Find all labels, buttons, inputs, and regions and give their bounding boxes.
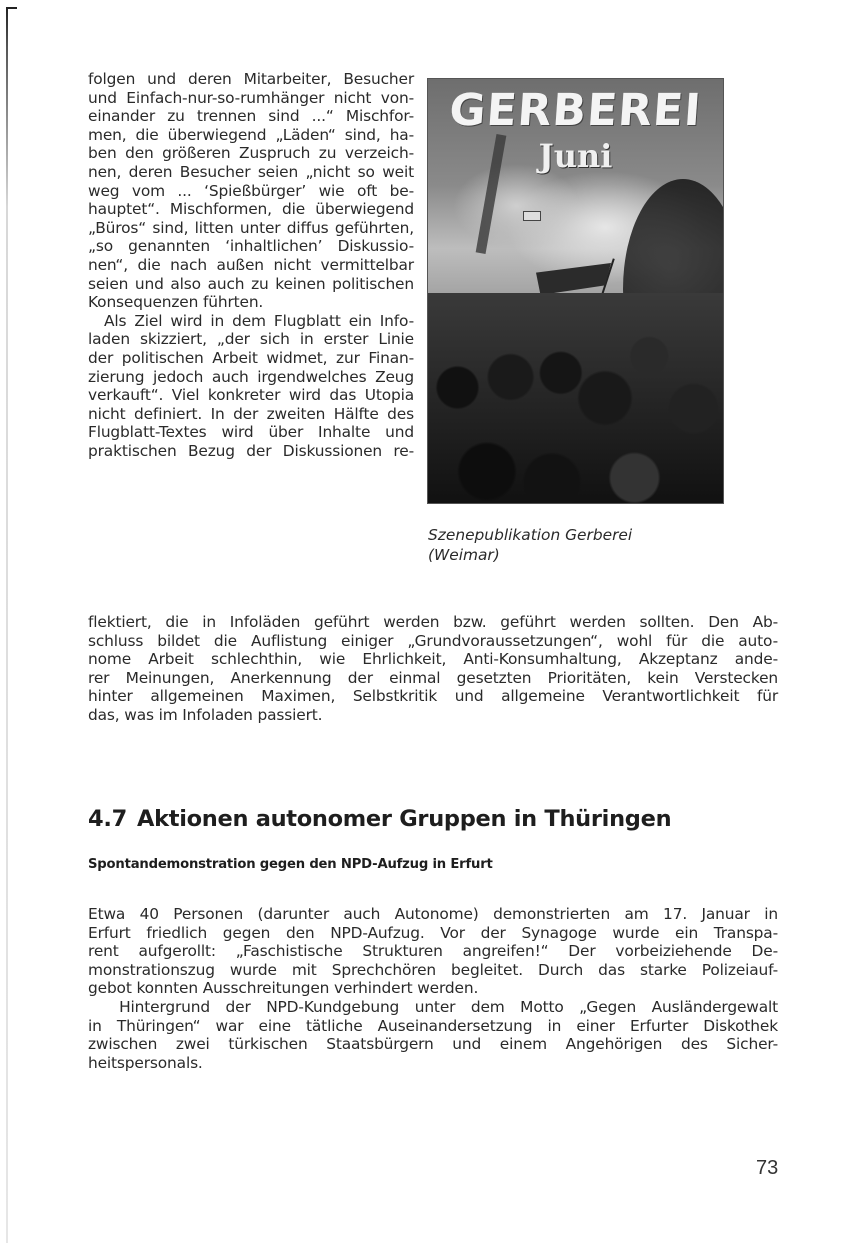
section-title: Aktionen autonomer Gruppen in Thüringen [136, 806, 672, 832]
crop-mark-vertical [6, 7, 8, 1243]
text-line: der politischen Arbeit widmet, zur Finan- [88, 348, 414, 367]
text-line: nome Arbeit schlechthin, wie Ehrlichkeit, Anti-Konsumhaltung, Akzeptanz ande- [88, 650, 778, 669]
text-line: hinter allgemeinen Maximen, Selbstkritik und allgemeine Verantwortlichkeit für [88, 687, 778, 706]
full-width-paragraph [88, 613, 778, 725]
cover-subtitle: Juni [538, 137, 613, 175]
text-line: ben den größeren Zuspruch zu verzeich- [88, 144, 414, 163]
text-line: rer Meinungen, Anerkennung der einmal gesetzten Prioritäten, kein Verstecken [88, 668, 778, 687]
left-text-column [88, 70, 414, 460]
text-line: nen“, die nach außen nicht vermittelbar [88, 255, 414, 274]
caption-line: Szenepublikation Gerberei [428, 526, 633, 544]
text-line: seien und also auch zu keinen politischen [88, 274, 414, 293]
text-line: in Thüringen“ war eine tätliche Auseinandersetzung in einer Erfurter Diskothek [88, 1016, 778, 1035]
text-line: nicht definiert. In der zweiten Hälfte des [88, 404, 414, 423]
text-line: Konsequenzen führten. [88, 293, 264, 312]
section-number: 4.7 [88, 806, 127, 832]
text-line: Flugblatt-Textes wird über Inhalte und [88, 423, 414, 442]
crop-mark-horizontal [6, 7, 17, 9]
text-line: monstrationszug wurde mit Sprechchören begleitet. Durch das starke Polizeiauf- [88, 960, 778, 979]
caption-line: (Weimar) [428, 546, 500, 564]
cover-title: GERBEREI [447, 85, 704, 136]
text-line: praktischen Bezug der Diskussionen re- [88, 441, 414, 460]
subsection-heading: Spontandemonstration gegen den NPD-Aufzug in Erfurt [88, 857, 493, 872]
paragraph [88, 905, 778, 998]
text-line: flektiert, die in Infoläden geführt werden bzw. geführt werden sollten. Den Ab- [88, 613, 778, 631]
text-line: zwischen zwei türkischen Staatsbürgern und einem Angehörigen des Sicher- [88, 1035, 778, 1054]
figure-caption [428, 525, 728, 565]
text-line: zierung jedoch auch irgendwelches Zeug [88, 367, 414, 386]
text-line: „Büros“ sind, litten unter diffus geführten, [88, 218, 414, 237]
text-line: nen, deren Besucher seien „nicht so weit [88, 162, 414, 181]
text-line: „so genannten ‘inhaltlichen’ Diskussio- [88, 237, 414, 256]
text-line: hauptet“. Mischformen, die überwiegend [88, 200, 414, 219]
text-line: folgen und deren Mitarbeiter, Besucher [88, 70, 414, 88]
text-line: und Einfach-nur-so-rumhänger nicht von- [88, 88, 414, 107]
section-body [88, 905, 778, 1072]
paragraph [88, 998, 778, 1072]
text-line: Hintergrund der NPD-Kundgebung unter dem Motto „Gegen Ausländergewalt [88, 997, 778, 1016]
text-line: einander zu trennen sind ...“ Mischfor- [88, 107, 414, 126]
text-line: Etwa 40 Personen (darunter auch Autonome) demonstrierten am 17. Januar in [88, 905, 778, 923]
text-line: das, was im Infoladen passiert. [88, 705, 323, 724]
page-number: 73 [756, 1157, 779, 1179]
text-line: weg vom ... ‘Spießbürger’ wie oft be- [88, 181, 414, 200]
text-line: rent aufgerollt: „Faschistische Strukturen angreifen!“ Der vorbeiziehende De- [88, 942, 778, 961]
text-line: gebot konnten Ausschreitungen verhindert werden. [88, 979, 479, 998]
text-line: schluss bildet die Auflistung einiger „Grundvoraussetzungen“, wohl für die auto- [88, 631, 778, 650]
photo-crowd [428, 293, 723, 503]
photo-flag [536, 263, 611, 295]
text-line: laden skizziert, „der sich in erster Linie [88, 330, 414, 349]
text-line: men, die überwiegend „Läden“ sind, ha- [88, 125, 414, 144]
cover-photo-figure [427, 78, 724, 504]
text-line: heitspersonals. [88, 1053, 203, 1072]
text-line: Erfurt friedlich gegen den NPD-Aufzug. Vor der Synagoge wurde ein Transpa- [88, 923, 778, 942]
section-heading [88, 806, 671, 832]
text-line: verkauft“. Viel konkreter wird das Utopia [88, 386, 414, 405]
text-line: Als Ziel wird in dem Flugblatt ein Info- [88, 311, 414, 330]
photo-street-sign [523, 211, 541, 221]
